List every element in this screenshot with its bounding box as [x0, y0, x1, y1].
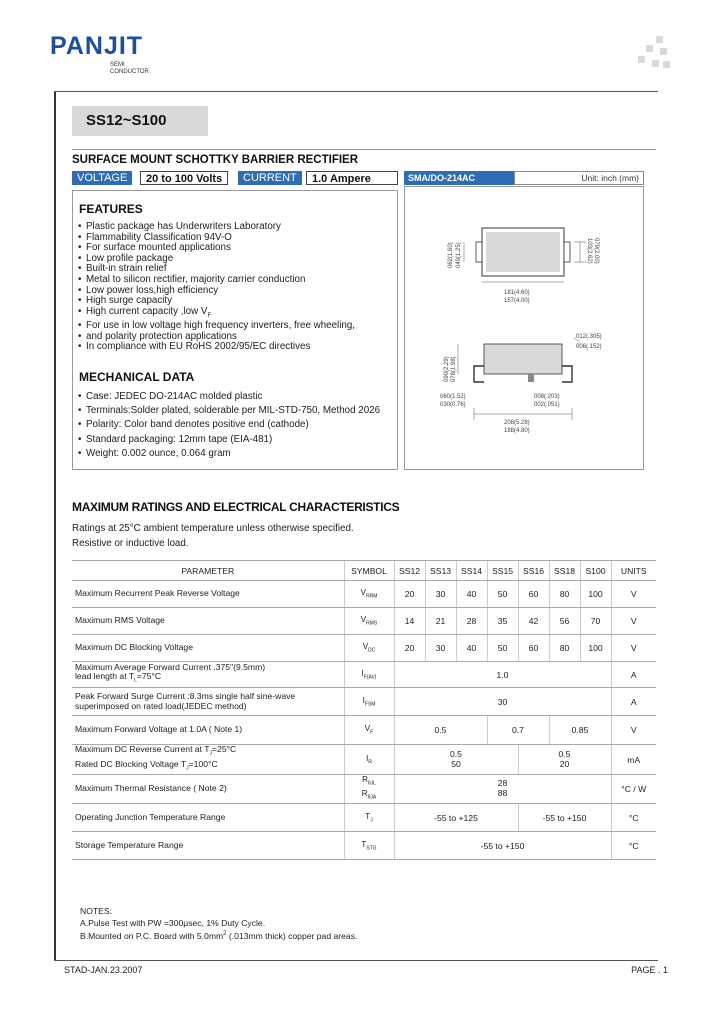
table-row: Peak Forward Surge Current :8.3ms single half sine-wave superimposed on rated load(JEDEC method) $I_{FSM}$ 30 A	[72, 688, 656, 716]
feature-item: • Metal to silicon rectifier, majority carrier conduction	[78, 275, 396, 286]
part-subtitle: SURFACE MOUNT SCHOTTKY BARRIER RECTIFIER	[72, 154, 359, 166]
package-outline-diagram	[404, 186, 644, 470]
unit-label: Unit: inch (mm)	[514, 171, 644, 185]
panjit-logo	[50, 32, 170, 76]
package-label: SMA/DO-214AC	[404, 171, 514, 185]
feature-item: • Built-in strain relief	[78, 264, 396, 275]
feature-item: • For surface mounted applications	[78, 243, 396, 254]
dim-label: 103(2.62)	[586, 238, 592, 264]
col-header: SYMBOL	[344, 561, 394, 581]
dim-label: 049(1.25)	[456, 242, 462, 268]
footer-doc-id: STAD-JAN.23.2007	[64, 965, 143, 975]
col-header: SS18	[549, 561, 580, 581]
note-a: A.Pulse Test with PW =300μsec, 1% Duty Cycle.	[80, 917, 266, 928]
dim-label: 008(.203)	[534, 394, 560, 400]
mechanical-item: • Terminals:Solder plated, solderable per MIL-STD-750, Method 2026	[78, 406, 396, 417]
logo-word: PAN	[50, 32, 104, 60]
dim-label: 181(4.60)	[504, 290, 530, 296]
table-row: Maximum Recurrent Peak Reverse Voltage $V_{RRM}$ 20 30 40 50 60 80 100 V	[72, 581, 656, 608]
mechanical-list	[78, 392, 396, 463]
features-list	[78, 222, 396, 353]
package-top-body	[486, 232, 560, 272]
table-row: Maximum Thermal Resistance ( Note 2) $R_{\theta JL}$ $R_{\theta JA}$ 28 88 °C / W	[72, 775, 656, 804]
side-lead-left	[474, 366, 484, 382]
lead-left	[476, 242, 482, 262]
ratings-note-1: Ratings at 25°C ambient temperature unless otherwise specified.	[72, 523, 354, 534]
col-header: SS14	[456, 561, 487, 581]
voltage-value: 20 to 100 Volts	[140, 171, 228, 185]
feature-item-cont: • Flammability Classification 94V-O	[78, 233, 396, 244]
dim-label: 030(0.76)	[440, 402, 466, 408]
mechanical-item: • Polarity: Color band denotes positive end (cathode)	[78, 420, 396, 431]
left-rule	[54, 92, 56, 960]
table-row: Maximum Forward Voltage at 1.0A ( Note 1) $V_F$ 0.5 0.7 0.85 V	[72, 716, 656, 745]
feature-item: • In compliance with EU RoHS 2002/95/EC directives	[78, 342, 396, 353]
footer-page: PAGE . 1	[631, 965, 668, 975]
dim-label: 208(5.28)	[504, 420, 530, 426]
table-row: Maximum RMS Voltage $V_{RMS}$ 14 21 28 35 42 56 70 V	[72, 608, 656, 635]
lead-right	[564, 242, 570, 262]
col-header: PARAMETER	[72, 561, 344, 581]
notes-block	[80, 906, 357, 942]
dim-label: 006(.152)	[576, 344, 602, 350]
mechanical-item: • Standard packaging: 12mm tape (EIA-481)	[78, 435, 396, 446]
feature-item: • High surge capacity	[78, 296, 396, 307]
dim-label: 079(2.00)	[593, 238, 599, 264]
feature-item: • Low power loss,high efficiency	[78, 286, 396, 297]
logo-word-b: JIT	[103, 32, 144, 60]
feature-item: • Plastic package has Underwriters Laboratory	[78, 222, 396, 233]
dim-label: 157(4.00)	[504, 298, 530, 304]
table-row: Maximum Average Forward Current .375"(9.5mm) lead length at $T_L=75^\circ C$ $I_{F(AV)}$ 1.0 A	[72, 662, 656, 688]
subtitle-rule	[72, 149, 656, 150]
feature-item: • Low profile package	[78, 254, 396, 265]
dim-label: 060(1.52)	[440, 394, 466, 400]
bottom-rule	[54, 960, 658, 961]
mechanical-item: • Case: JEDEC DO-214AC molded plastic	[78, 392, 396, 403]
notes-title: NOTES:	[80, 906, 112, 916]
note-b: B.Mounted on P.C. Board with $5.0mm^2$ (.013mm thick) copper pad areas.	[80, 930, 358, 941]
table-row: Operating Junction Temperature Range $T_J$ -55 to +125 -55 to +150 °C	[72, 804, 656, 832]
mechanical-item: • Weight: 0.002 ounce, 0.064 gram	[78, 449, 396, 460]
decorative-squares-icon	[636, 36, 670, 70]
side-lead-right	[562, 366, 572, 382]
features-title: FEATURES	[79, 202, 143, 216]
col-header: SS16	[518, 561, 549, 581]
ratings-note-2: Resistive or inductive load.	[72, 538, 189, 549]
current-value: 1.0 Ampere	[306, 171, 398, 185]
col-header: S100	[580, 561, 611, 581]
table-row: Maximum DC Reverse Current at $T_J=25^\circ C$ Rated DC Blocking Voltage $T_J=100^\circ C$ $I_R$ 0.5 50 0.5 20 mA	[72, 745, 656, 775]
feature-item: • For use in low voltage high frequency inverters, free wheeling,	[78, 321, 396, 332]
ratings-title: MAXIMUM RATINGS AND ELECTRICAL CHARACTERISTICS	[72, 500, 400, 514]
mechanical-title: MECHANICAL DATA	[79, 370, 195, 384]
current-label: CURRENT	[238, 171, 302, 185]
col-header: UNITS	[611, 561, 656, 581]
dim-label: 090(2.29)	[444, 356, 450, 382]
table-row: Storage Temperature Range $T_{STG}$ -55 to +150 °C	[72, 832, 656, 860]
package-side-body	[484, 344, 562, 374]
dim-label: 188(4.80)	[504, 428, 530, 434]
table-row: Maximum DC Blocking Voltage $V_{DC}$ 20 30 40 50 60 80 100 V	[72, 635, 656, 662]
dim-label: 062(1.60)	[448, 242, 454, 268]
ratings-table	[72, 560, 656, 860]
table-header-row	[72, 561, 656, 581]
voltage-label: VOLTAGE	[72, 171, 132, 185]
col-header: SS13	[425, 561, 456, 581]
dim-label: 078(1.98)	[451, 356, 457, 382]
col-header: SS12	[394, 561, 425, 581]
part-title: SS12~S100	[72, 106, 208, 136]
dim-label: 012(.305)	[576, 334, 602, 340]
logo-sub-2: CONDUCTOR	[110, 69, 149, 75]
top-rule	[54, 91, 658, 92]
feature-item: • High current capacity ,low $V_F$	[78, 307, 396, 322]
logo-sub-1: SEMI	[110, 62, 125, 68]
col-header: SS15	[487, 561, 518, 581]
feature-item-cont: • and polarity protection applications	[78, 332, 396, 343]
dim-label: 002(.051)	[534, 402, 560, 408]
